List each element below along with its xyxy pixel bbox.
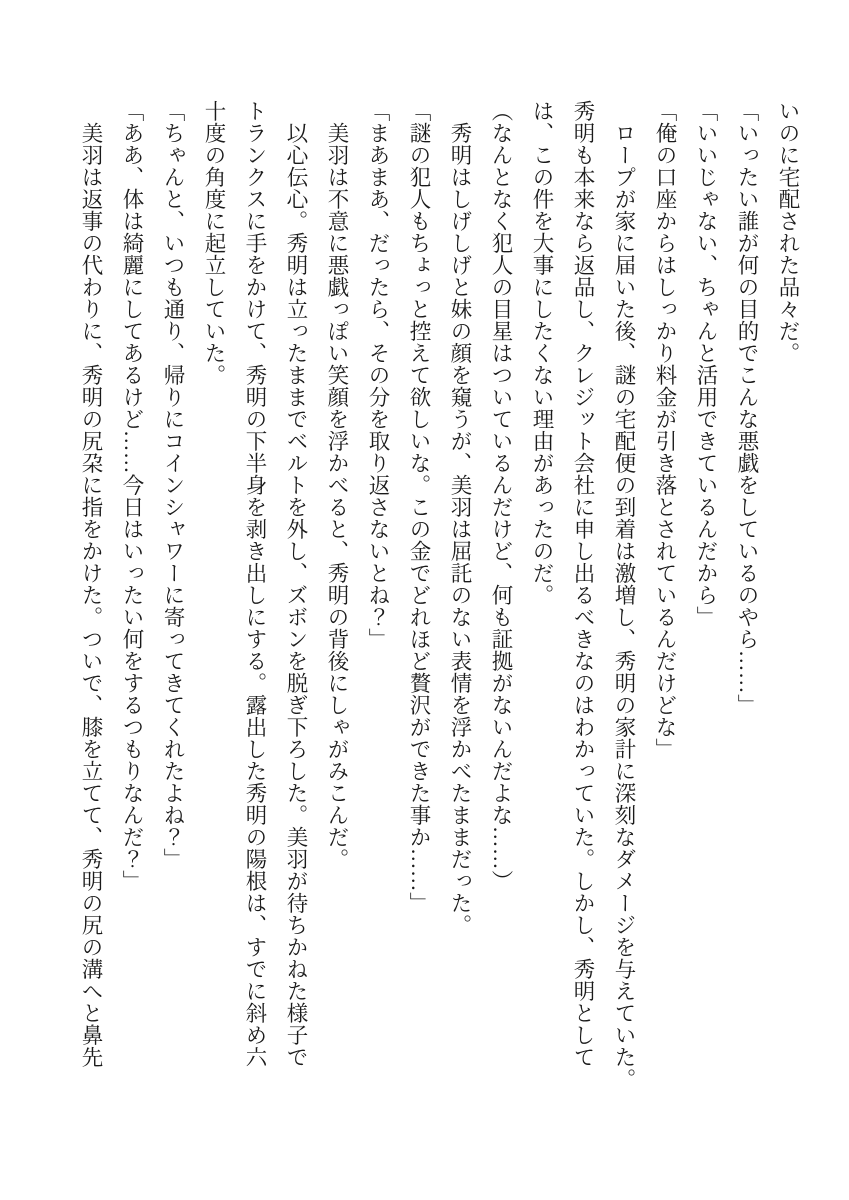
- text-line: 十度の角度に起立していた。: [202, 100, 226, 386]
- text-line: 「いいじゃない、ちゃんと活用できているんだから」: [694, 100, 718, 628]
- text-line: 「ああ、体は綺麗にしてあるけど……今日はいったい何をするつもりなんだ？」: [120, 100, 144, 892]
- text-line: いのに宅配された品々だ。: [776, 100, 800, 364]
- text-line: 以心伝心。秀明は立ったままでベルトを外し、ズボンを脱ぎ下ろした。美羽が待ちかねた様子で: [284, 100, 308, 1068]
- text-line: 「まあまあ、だったら、その分を取り返さないとね？」: [366, 100, 390, 650]
- text-line: ロープが家に届いた後、謎の宅配便の到着は激増し、秀明の家計に深刻なダメージを与えていた。: [612, 100, 636, 1090]
- text-line: 「いったい誰が何の目的でこんな悪戯をしているのやら……」: [735, 100, 759, 716]
- text-line: 「俺の口座からはしっかり料金が引き落とされているんだけどな」: [653, 100, 677, 760]
- text-line: 秀明も本来なら返品し、クレジット会社に申し出るべきなのはわかっていた。しかし、秀明として: [571, 100, 595, 1068]
- text-line: 「ちゃんと、いつも通り、帰りにコインシャワーに寄ってきてくれたよね？」: [161, 100, 185, 870]
- text-line: は、この件を大事にしたくない理由があったのだ。: [530, 100, 554, 606]
- text-line: トランクスに手をかけて、秀明の下半身を剥き出しにする。露出した秀明の陽根は、すでに斜め六: [243, 100, 267, 1068]
- text-line: 秀明はしげしげと妹の顔を窺うが、美羽は屈託のない表情を浮かべたままだった。: [448, 100, 472, 936]
- text-line: 美羽は返事の代わりに、秀明の尻朶に指をかけた。ついで、膝を立てて、秀明の尻の溝へと鼻先: [79, 100, 103, 1068]
- text-line: 「謎の犯人もちょっと控えて欲しいな。この金でどれほど贅沢ができた事か……」: [407, 100, 431, 914]
- vertical-text-block: [70, 100, 808, 1090]
- text-line: （なんとなく犯人の目星はついているんだけど、何も証拠がないんだよな……）: [489, 100, 513, 892]
- text-line: 美羽は不意に悪戯っぽい笑顔を浮かべると、秀明の背後にしゃがみこんだ。: [325, 100, 349, 870]
